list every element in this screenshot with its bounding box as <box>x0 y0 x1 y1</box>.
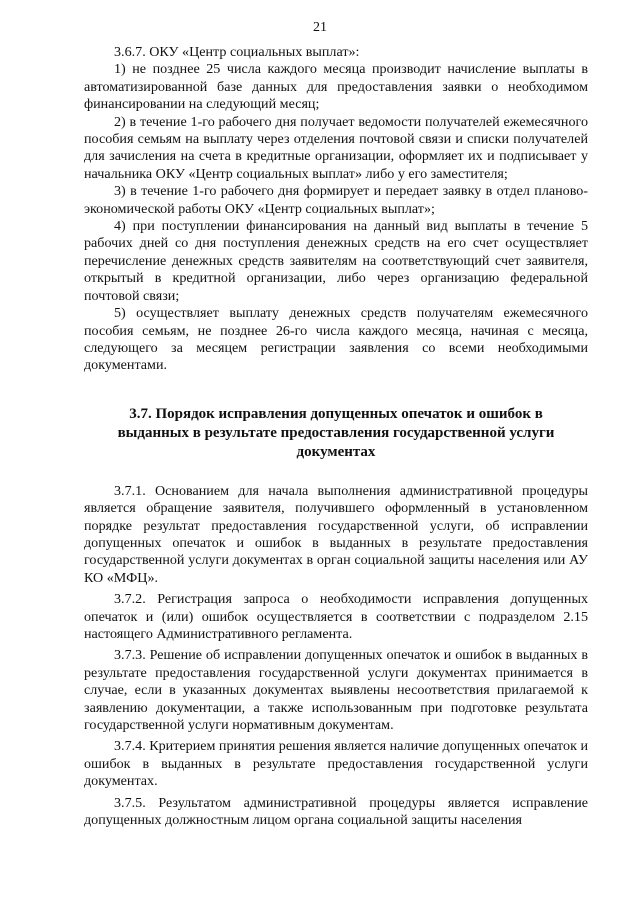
section-3-6-7-intro: 3.6.7. ОКУ «Центр социальных выплат»: <box>114 44 360 60</box>
paragraph-3-7-2: 3.7.2. Регистрация запроса о необходимости исправления допущенных опечаток и (или) ошибок осуществляется в соответствии с подразделом 2.15 настоящего Административного регламента. <box>84 591 588 642</box>
list-item-4: 4) при поступлении финансирования на данный вид выплаты в течение 5 рабочих дней со дня поступления денежных средств на его счет осуществляет перечисление денежных средств заявителям на соответствующий счет заявителя, открытый в кредитной организации, либо через организацию федеральной почтовой связи; <box>84 218 588 304</box>
page-number: 21 <box>313 20 327 35</box>
paragraph-3-7-4: 3.7.4. Критерием принятия решения является наличие допущенных опечаток и ошибок в выданных в результате предоставления государственной услуги документах. <box>84 738 588 790</box>
list-item-1: 1) не позднее 25 числа каждого месяца производит начисление выплаты в автоматизированной базе данных для предоставления заявки о необходимом финансировании на следующий месяц; <box>84 61 588 113</box>
list-item-2: 2) в течение 1-го рабочего дня получает ведомости получателей ежемесячного пособия семьям на выплату через отделения почтовой связи и списки получателей для зачисления на счета в кредитные организации, оформляет их и подписывает у начальника ОКУ «Центр социальных выплат» либо у его заместителя; <box>84 113 588 182</box>
section-3-7-heading: 3.7. Порядок исправления допущенных опечаток и ошибок в выданных в результате предоставления государственной услуги документах <box>117 405 555 460</box>
paragraph-3-7-5: 3.7.5. Результатом административной процедуры является исправление допущенных должностным лицом органа социальной защиты населения <box>84 794 588 829</box>
paragraph-3-7-1: 3.7.1. Основанием для начала выполнения административной процедуры является обращение заявителя, получившего оформленный в установленном порядке результат предоставления государственной услуги, об исправлении допущенных опечаток и ошибок в выданных в результате предоставления государственной услуги документах в орган социальной защиты населения или АУ КО «МФЦ». <box>84 482 588 586</box>
paragraph-3-7-3: 3.7.3. Решение об исправлении допущенных опечаток и ошибок в выданных в результате предоставления государственной услуги документах принимается в случае, если в указанных документах выявлены несоответствия прилагаемой к заявлению документации, а также использованным при подготовке результата государственной услуги нормативным документам. <box>84 647 588 733</box>
list-item-3: 3) в течение 1-го рабочего дня формирует и передает заявку в отдел планово-экономической работы ОКУ «Центр социальных выплат»; <box>84 183 588 217</box>
document-body <box>84 44 588 829</box>
list-item-5: 5) осуществляет выплату денежных средств получателям ежемесячного пособия семьям, не позднее 26-го числа каждого месяца, начиная с месяца, следующего за месяцем регистрации заявления со всеми необходимыми документами. <box>84 305 588 374</box>
